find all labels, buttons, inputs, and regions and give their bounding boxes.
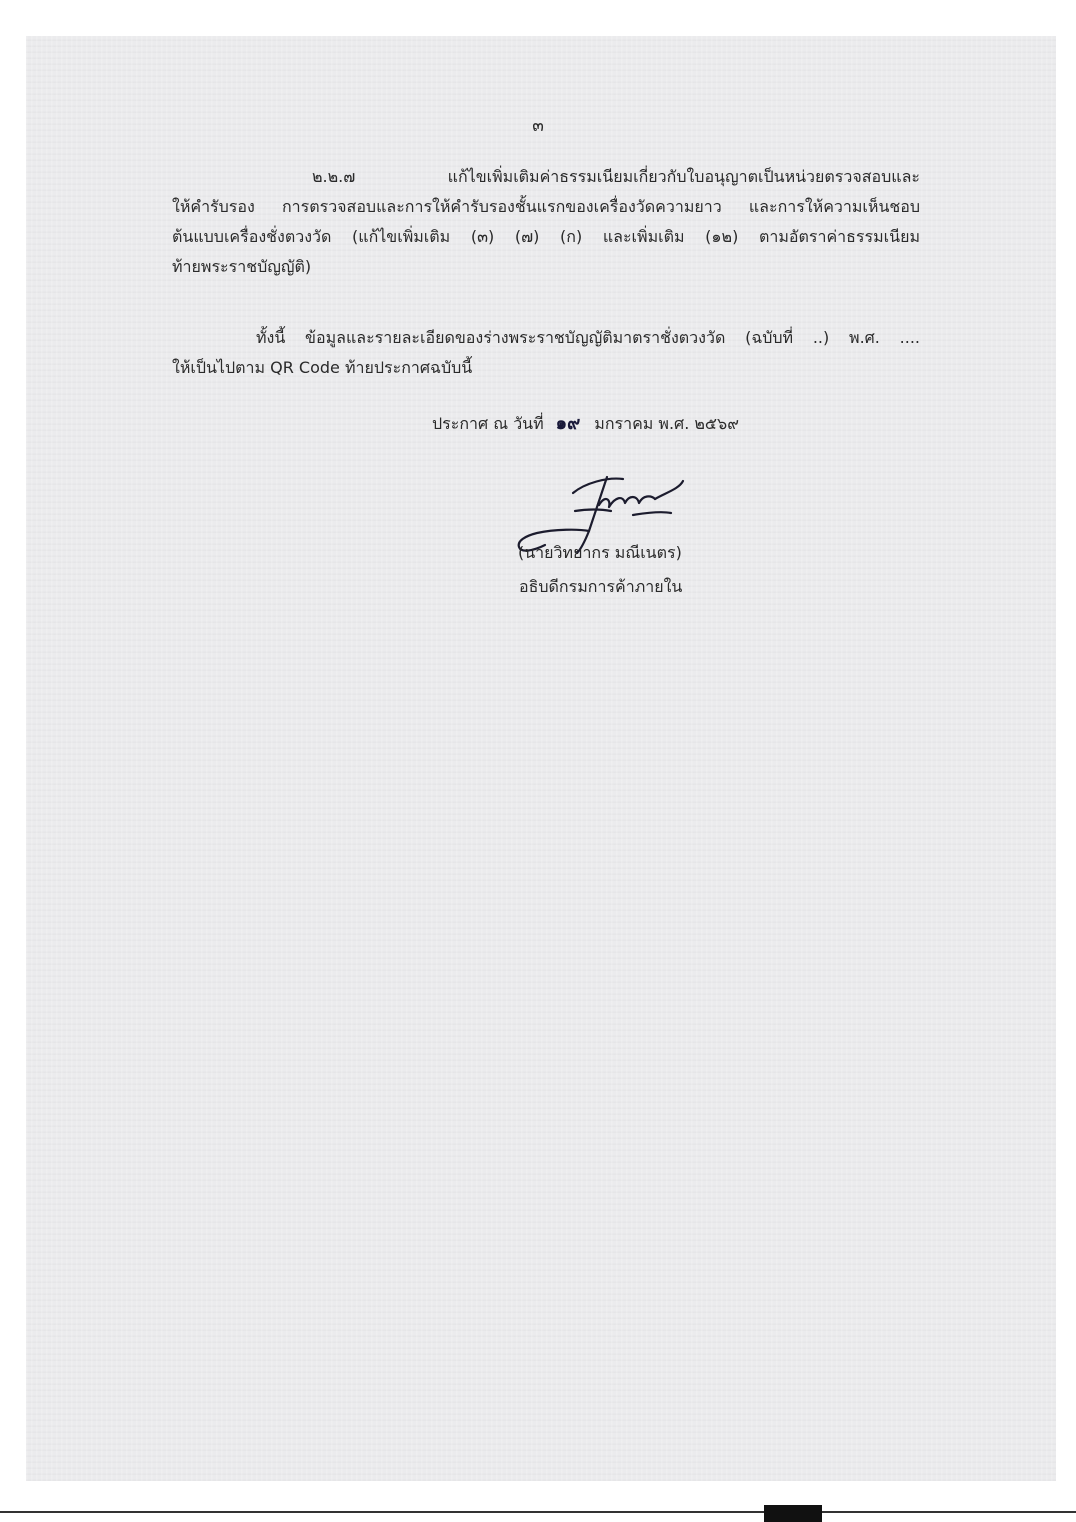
date-prefix: ประกาศ ณ วันที่ xyxy=(432,414,544,433)
closing-paragraph xyxy=(172,323,920,383)
handwritten-day: ๑๙ xyxy=(555,413,581,434)
date-month-year: มกราคม พ.ศ. ๒๕๖๙ xyxy=(594,414,739,433)
paragraph-line: ต้นแบบเครื่องชั่งตวงวัด (แก้ไขเพิ่มเติม (๓) (๗) (ก) และเพิ่มเติม (๑๒) ตามอัตราค่าธรรมเนียม xyxy=(172,227,920,246)
section-2-2-7-paragraph xyxy=(172,162,920,282)
signatory-title: อธิบดีกรมการค้าภายใน xyxy=(519,577,683,596)
page-edge-rule xyxy=(0,1511,1076,1513)
paragraph-line: ทั้งนี้ ข้อมูลและรายละเอียดของร่างพระราชบัญญัติมาตราชั่งตวงวัด (ฉบับที่ ..) พ.ศ. .... xyxy=(256,328,920,347)
signatory-name: (นายวิทยากร มณีเนตร) xyxy=(518,543,682,562)
page-edge-mark xyxy=(764,1505,822,1522)
page-number: ๓ xyxy=(532,116,544,136)
paragraph-line: ๒.๒.๗ แก้ไขเพิ่มเติมค่าธรรมเนียมเกี่ยวกับใบอนุญาตเป็นหน่วยตรวจสอบและ xyxy=(312,167,920,186)
paragraph-line: ให้เป็นไปตาม QR Code ท้ายประกาศฉบับนี้ xyxy=(172,358,473,377)
announcement-date xyxy=(432,408,739,437)
paragraph-line: ให้คำรับรอง การตรวจสอบและการให้คำรับรองชั้นแรกของเครื่องวัดความยาว และการให้ความเห็นชอบ xyxy=(172,197,920,216)
paragraph-line: ท้ายพระราชบัญญัติ) xyxy=(172,257,312,276)
